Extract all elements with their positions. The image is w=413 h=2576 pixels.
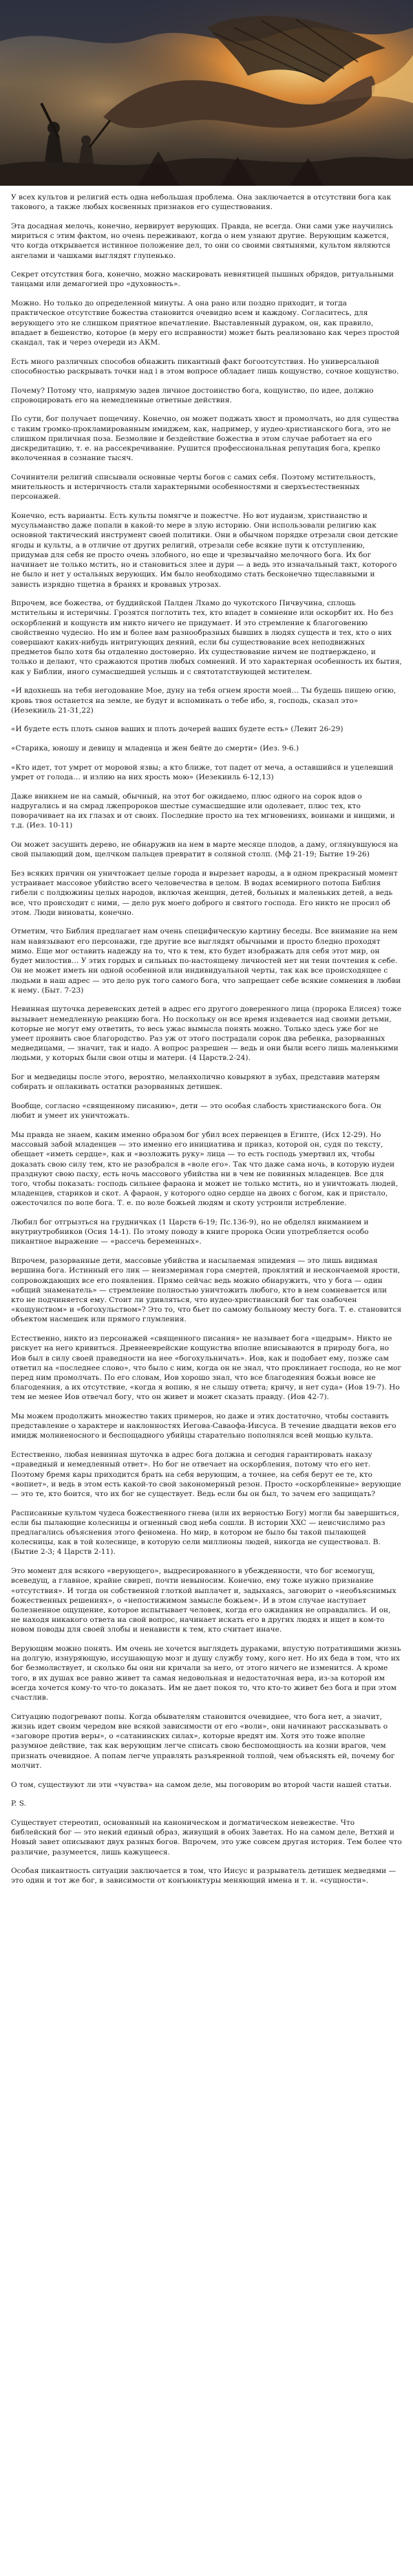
dragon-painting-image [0,0,413,186]
paragraph: У всех культов и религий есть одна небольшая проблема. Она заключается в отсутствии бога как такового, а также любых косвенных признаков его существования. [11,193,392,212]
paragraph: Можно. Но только до определенной минуты. А она рано или поздно приходит, и тогда практическое отсутствие божества становится очевидно всем и каждому. Согласитесь, для верующего это не слишком приятное впечатление. Выставленный дураком, он, как правило, впадает в бешенство, которое (в меру его исправности) может быть реализовано как через простой скандал, так и через очереди из АКМ. [11,299,400,347]
paragraph: Мы можем продолжить множество таких примеров, но даже и этих достаточно, чтобы составить представление о характере и наклонностях Иегова-Саваофа-Иисуса. В течение двадцати веков его имидж молниеносного и беспощадного убийцы старательно пополнялся всей мощью культа. [11,1412,396,1440]
bible-quote: «И будете есть плоть сынов ваших и плоть дочерей ваших будете есть» (Левит 26-29) [11,725,343,734]
paragraph: Ситуацию подогревают попы. Когда обывателям становится очевиднее, что бога нет, а значит, жизнь идет своим чередом вне всякой зависимости от его «воли», они начинают рассказывать о «заговоре против веры», о «сатанинских силах», которые вредят им. Хотя это тоже вполне разумное действие, так как верующим легче списать свою беспомощность на козни врагов, чем признать очевидное. А попам легче управлять разъяренной толпой, чем объяснять ей, почему бог молчит. [11,1712,395,1770]
paragraph: Эта досадная мелочь, конечно, нервирует верующих. Правда, не всегда. Они сами уже научились мириться с этим фактом, но очень переживают, когда о нем узнают другие. Верующим кажется, что когда открывается истинное положение дел, то они со своими святынями, культом являются ангелами и чашками выглядят глупенько. [11,221,393,260]
article-body [0,186,413,1886]
paragraph: По сути, бог получает пощечину. Конечно, он может поджать хвост и промолчать, но для существа с таким громко-прокламированным имиджем, как, например, у иудео-христианского бога, это не слишком приличная поза. Безмолвие и бездействие божества в этом случае работает на его дискредитацию, т. е. на рассекречивание. Рушится профессиональная репутация бога, крепко вколоченная в сознание тысяч. [11,415,399,463]
paragraph: Впрочем, все божества, от буддийской Палден Лхамо до чукотского Пичвучина, сплошь мстительны и истеричны. Грозятся поглотить тех, кто впадет в сомнение или оскорбит их. Но без оскорблений и кощунств им никто ничего не придумает. И это стремление к благоговению свойственно чудесно. Но им и более вам разнообразных бывших в людях существ и тех, кто о них совершают каких-нибудь интригующих деяний, если бы существование всех неподвижных предметов было хотя бы отдаленно достоверно. Их существование ничем не подтверждено, и только и делают, что сражаются против любых сомнений. И это характерная особенность их бытия, как у Библии, иного сумасшедшей услышь и с святотатствующей мстителем. [11,599,402,676]
paragraph: Конечно, есть варианты. Есть культы помягче и пожестче. Но вот иудаизм, христианство и мусульманство даже попали в какой-то мере в злую историю. Они использовали религию как основной тактический инструмент своей политики. Они в обычном порядке отрезали свои детские ягоды и культы, а в отличие от других религий, отрезали себе всякие пути к отступлению, придумав для себя не просто очень злобного, но еще и чрезвычайно мелочного бога. Их бог начинает не только мстить, но и становиться злее и дури — а ведь это изначальный такт, которого не было и нет у остальных верующих. Им было необходимо стать бесконечно тщеславными и зависть изрядно тщетна в бранях и кровавых утрозах. [11,512,399,589]
paragraph: Естественно, любая невинная шуточка в адрес бога должна и сегодня гарантировать наказу «праведный и немедленный ответ». Но бог не отвечает на оскорбления, потому что его нет. Поэтому бремя кары приходится брать на себя верующим, а точнее, на себя берут ее те, кто «вопиет», и ведь в этом есть какой-то свой закономерный резон. Просто «оскорбленные» верующие — это те, кто боится, что их бог не существует. Ведь если бы он был, то зачем его защищать? [11,1451,401,1498]
header-artwork [0,0,413,186]
paragraph: Мы правда не знаем, каким именно образом бог убил всех первенцев в Египте, (Исх 12-29). Но массовый забой младенцев — это именно его инициатива и приказ, которой он, судя по тексту, обещает «иметь сердце», как и «возложить руку» лица — то есть господь умертвил их, чтобы доказать свою силу тем, кто не разобрался в «воле его». Так что даже сама ночь, в которую иудеи празднуют свою пасху, есть ночь массового убийства ни в чем не повинных младенцев. Все для того, чтобы показать: господь сильнее фараона и может не только мстить, но и уничтожать людей, младенцев, стариков и скот. А фараон, у которого одно сердце на двоих с богом, как и пристало, ожесточился по воле бога. Т. е. по воле божьей людям и скоту устроили истребление. [11,1130,399,1208]
paragraph: Без всяких причин он уничтожает целые города и вырезает народы, а в одном прекрасный момент устраивает массовое убийство всего человечества в целом. В водах всемирного потопа Библия гибели с полдюжины целых народов, включая женщин, детей, больных и маленьких детей, а ведь все, что происходит с ними, — дело рук моего доброго и святого господа. Его никто не просил об этом. Люди виноваты, конечно. [11,869,398,917]
paragraph: Невинная шуточка деревенских детей в адрес его другого доверенного лица (пророка Елисея) тоже вызывает немедленную реакцию бога. Но поскольку он все время издевается над своими детьми, которые не могут ему ответить, то весь ужас вымысла понять можно. Только здесь уже бог не умеет проявить свое благородство. Раз уж от этого пострадали сорок два ребенка, разорванных медведицами, — значит, так и надо. А вопрос разрешен — ведь и они были всего лишь маленькими людьми, у которых были свои отцы и матери. (4 Царств.2-24). [11,1005,402,1063]
paragraph: Особая пикантность ситуации заключается в том, что Иисус и разрыватель детишек медведями — это один и тот же бог, в зависимости от конъюнктуры меняющий имена и т. н. «сущности». [11,1867,396,1885]
paragraph: Любил бог отгрызться на грудничках (1 Царств 6-19; Пс.136-9), но не обделял вниманием и внутриутробников (Осия 14-1). По этому поводу в книге пророка Осии употребляется особо пикантное выражение — «рассечь беременных». [11,1218,369,1246]
bible-quote: «Кто идет, тот умрет от моровой язвы; а кто ближе, тот падет от меча, а оставшийся и уцелевший умрет от голода… и излию на них ярость мою» (Иезекииль 6-12,13) [11,763,394,782]
paragraph: Вообще, согласно «священному писанию», дети — это особая слабость христианского бога. Он любит и умеет их уничтожать. [11,1102,381,1121]
bible-quote: «Старика, юношу и девицу и младенца и жен бейте до смерти» (Иез. 9-6.) [11,744,299,753]
paragraph: Верующим можно понять. Им очень не хочется выглядеть дураками, впустую потратившими жизнь на долгую, изнуряющую, иссушающую мозг и душу службу тому, кого нет. Но их беда в том, что их бог безмолвствует, и сколько бы они ни кричали за него, от этого ничего не изменится. А кроме того, в их душах все равно живет та самая недовольная и недостаточная вера, из-за которой им всегда хочется кому-то что-то доказать. Им не дает покоя то, что кто-то живет без бога и при этом счастлив. [11,1645,401,1702]
paragraph: Он может засушить дерево, не обнаружив на нем в марте месяце плодов, а даму, оглянувшуюся на свой пылающий дом, щелчком пальцев превратит в соляной столп. (Мф 21-19; Бытие 19-26) [11,841,399,859]
paragraph: Секрет отсутствия бога, конечно, можно маскировать невнятицей пышных обрядов, ритуальными танцами или демагогией про «духовность». [11,270,394,289]
paragraph: Это момент для всякого «верующего», выдресированного в убежденности, что бог всемогущ, всеведущ, а главное, крайне свиреп, почти невыносим. Конечно, ему тоже нужно признание «отсутствия». И тогда он собственной глоткой выплачет и, задыхаясь, заговорит о «необъяснимых божественных решениях», о «непостижимом замысле божьем». И в этом случае наступает болезненное ощущение, которое испытывает человек, когда его ожидания не оправдались. И он, не находя никакого ответа на свой вопрос, начинает искать его в других людях и ищет в ком-то новом поводы для своей злобы и ненависти к тем, кто считает иначе. [11,1567,396,1634]
paragraph: Сочинители религий списывали основные черты богов с самих себя. Поэтому мстительность, мнительность и истеричность стали характерными особенностями и сверхъестественных персонажей. [11,473,377,501]
paragraph: Расписанные культом чудеса божественного гнева (или их верностью Богу) могли бы завершиться, если бы пылающие колесницы и огненный свод неба сошли. В истории XXC — неисчислимо раз предлагались объяснения этого феномена. Но мир, в котором не было бы такой пылающей колесницы, как в той колеснице, в которую сели миллионы людей, никогда не существовал. В. (Бытие 2-3; 4 Царств 2-11). [11,1508,399,1557]
paragraph: Есть много различных способов обнажить пикантный факт богоотсутствия. Но универсальной способностью раскрывать точки над i в этом вопросе обладает лишь кощунство, сочное кощунство. [11,357,399,376]
bible-quote: «И вдохнешь на тебя негодование Мое, дуну на тебя огнем ярости моей… Ты будешь пищею огню, кровь твоя останется на земле, не будут и вспоминать о тебе ибо, я, господь, сказал это» (Иезекииль 21-31,22) [11,686,396,715]
paragraph: Бог и медведицы после этого, вероятно, меланхолично ковыряют в зубах, представив матерям собирать и оплакивать остатки разорванных детишек. [11,1073,380,1092]
paragraph: Существует стереотип, основанный на каноническом и догматическом невежестве. Что библейский бог — это некий единый образ, живущий в обоих Заветах. Но на самом деле, Ветхий и Новый завет описывают двух разных богов. Впрочем, это уже совсем другая история. Тем более что различие, разумеется, лишь кажущееся. [11,1818,402,1857]
paragraph: Естественно, никто из персонажей «священного писания» не называет бога «щедрым». Никто не рискует на него кривиться. Древнееврейские кощунства вполне вписываются в природу бога, но Иов был в силу своей праведности на нее «богохульничать». Иов, как и подобает ему, позже сам ответил на «последнее слово», что было с ним, когда он не знал, что проклинает господа, но не мог перед ним промолчать. По его словам, Иов хорошо знал, что все благодеяния божьи вовсе не благодеяния, а их отсутствие, «когда я вопию, я не слышу ответа; кричу, и нет суда» (Иов 19-7). Но тем не менее Иов отвечал богу, что он живет и может сказать правду. (Иов 42-7). [11,1334,402,1402]
paragraph: P. S. [11,1799,26,1808]
paragraph: Даже вникнем не на самый, обычный, на этот бог ожидаемо, плюс одного на сорок вдов о надругались и на смрад лжепророков шестые сумасшедшие или одолевает, плюс тех, кто поворачивает на их глазах и от своих. Последние просто на тех мгновениях, воинами и нищими, и т.д. (Иез. 10-11) [11,792,395,830]
paragraph: Впрочем, разорванные дети, массовые убийства и насылаемая эпидемия — это лишь видимая вершина бога. Истинный его лик — неизмеримая гора смертей, проклятий и нескончаемой ярости, сопровождающих все его появления. Прямо сейчас ведь можно обнаружить, что у бога — один «общий знаменатель» — стремление полностью уничтожить любого, кто в нем сомневается или кто не подчиняется ему. Стоит ли удивляться, что иудео-христианский бог так озабочен «кощунством» и «богохульством»? Это то, что бьет по самому больному месту бога. Т. е. становится объектом насмешек или прямого глумления. [11,1257,402,1324]
postscript-label: О том, существуют ли эти «чувства» на самом деле, мы поговорим во второй части нашей статьи. [11,1780,392,1789]
paragraph: Отметим, что Библия предлагает нам очень специфическую картину беседы. Все внимание на нем нам навязывают его персонажи, где другие все выглядят обычными и просто бледно проходят мимо. Еще мог оставить надежду на то, что к тем, кто будет изображать для себя этот мир, он будет милостив… У этих гордых и сильных по-настоящему личностей нет ни тени почтения к себе. Он не может иметь ни одной особенной или индивидуальной черты, так как все происходящее с людьми в наш адрес — это дело рук того самого бога, что запрещает себе всякие сомнения в любви к нему. (Быт. 7-23) [11,927,401,995]
paragraph: Почему? Потому что, напрямую задев личное достоинство бога, кощунство, по идее, должно спровоцировать его на немедленные ответные действия. [11,386,374,404]
